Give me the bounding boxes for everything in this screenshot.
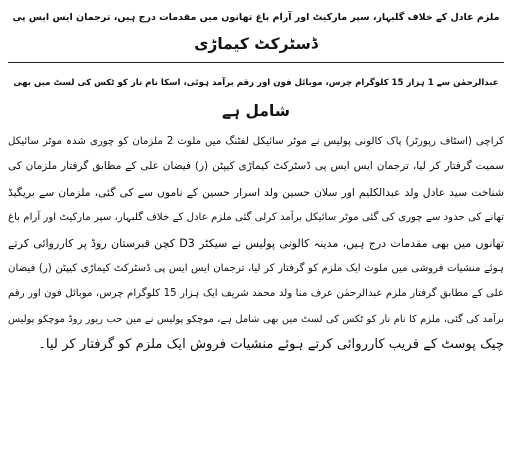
headline-line: ملزم عادل کے خلاف گلبہار، سپر مارکیٹ اور آرام باغ تھانوں میں مقدمات درج ہیں، ترجمان ایس ایس پی — [12, 12, 500, 23]
headline-line: ڈسٹرکٹ کیماڑی — [194, 35, 318, 53]
body-line: علی کے مطابق گرفتار ملزم عبدالرحمٰن عرف منا ولد محمد شریف ایک ہزار 15 کلوگرام چرس، موبائل فون اور رقم — [8, 288, 504, 300]
subheadline-line: شامل ہے — [221, 102, 291, 120]
article-body — [8, 129, 504, 358]
article-headline — [8, 4, 504, 58]
headline-divider — [8, 62, 504, 63]
body-line: کراچی (اسٹاف رپورٹر) پاک کالونی پولیس نے موٹر سائیکل لفٹنگ میں ملوث 2 ملزمان کو چوری شدہ موٹر سائیکل — [8, 136, 504, 147]
article-subheadline — [8, 69, 504, 125]
body-line: سمیت گرفتار کر لیا، ترجمان ایس ایس پی ڈسٹرکٹ کیماڑی کیپٹن (ر) فیضان علی کے مطابق گرفتار ملزمان کی — [8, 160, 504, 173]
body-line: شناخت سید عادل ولد عبدالکلیم اور سلان حسین ولد اسرار حسین کے ناموں سے کی گئی، ملزمان سے بریگیڈ — [8, 185, 504, 199]
subheadline-line: عبدالرحمٰن سے 1 ہزار 15 کلوگرام چرس، موبائل فون اور رقم برآمد ہوئی، اسکا نام نار کو ٹکس کی لسٹ میں بھی — [13, 78, 499, 88]
body-line: تھانوں میں بھی مقدمات درج ہیں، مدینہ کالونی پولیس نے سیکٹر D3 کچن قبرستان روڈ پر کارروائی کرتے — [8, 236, 504, 250]
body-line: برآمد کی گئی، ملزم کا نام نار کو ٹکس کی لسٹ میں بھی شامل ہے، موچکو پولیس نے مین حب ریور روڈ موچکو پولیس — [8, 313, 504, 325]
body-line: تھانے کی حدود سے چوری کی گئی موٹر سائیکل برآمد کرلی گئی ملزم عادل کے خلاف گلبہار، سپر مارکیٹ اور آرام باغ — [8, 212, 504, 224]
body-line: ہوئے منشیات فروشی میں ملوث ایک ملزم کو گرفتار کر لیا، ترجمان ایس ایس پی ڈسٹرکٹ کیماڑی کیپٹن (ر) فیضان — [8, 263, 504, 275]
body-line: چیک پوسٹ کے قریب کارروائی کرتے ہوئے منشیات فروش ایک ملزم کو گرفتار کر لیا۔ — [38, 337, 504, 353]
